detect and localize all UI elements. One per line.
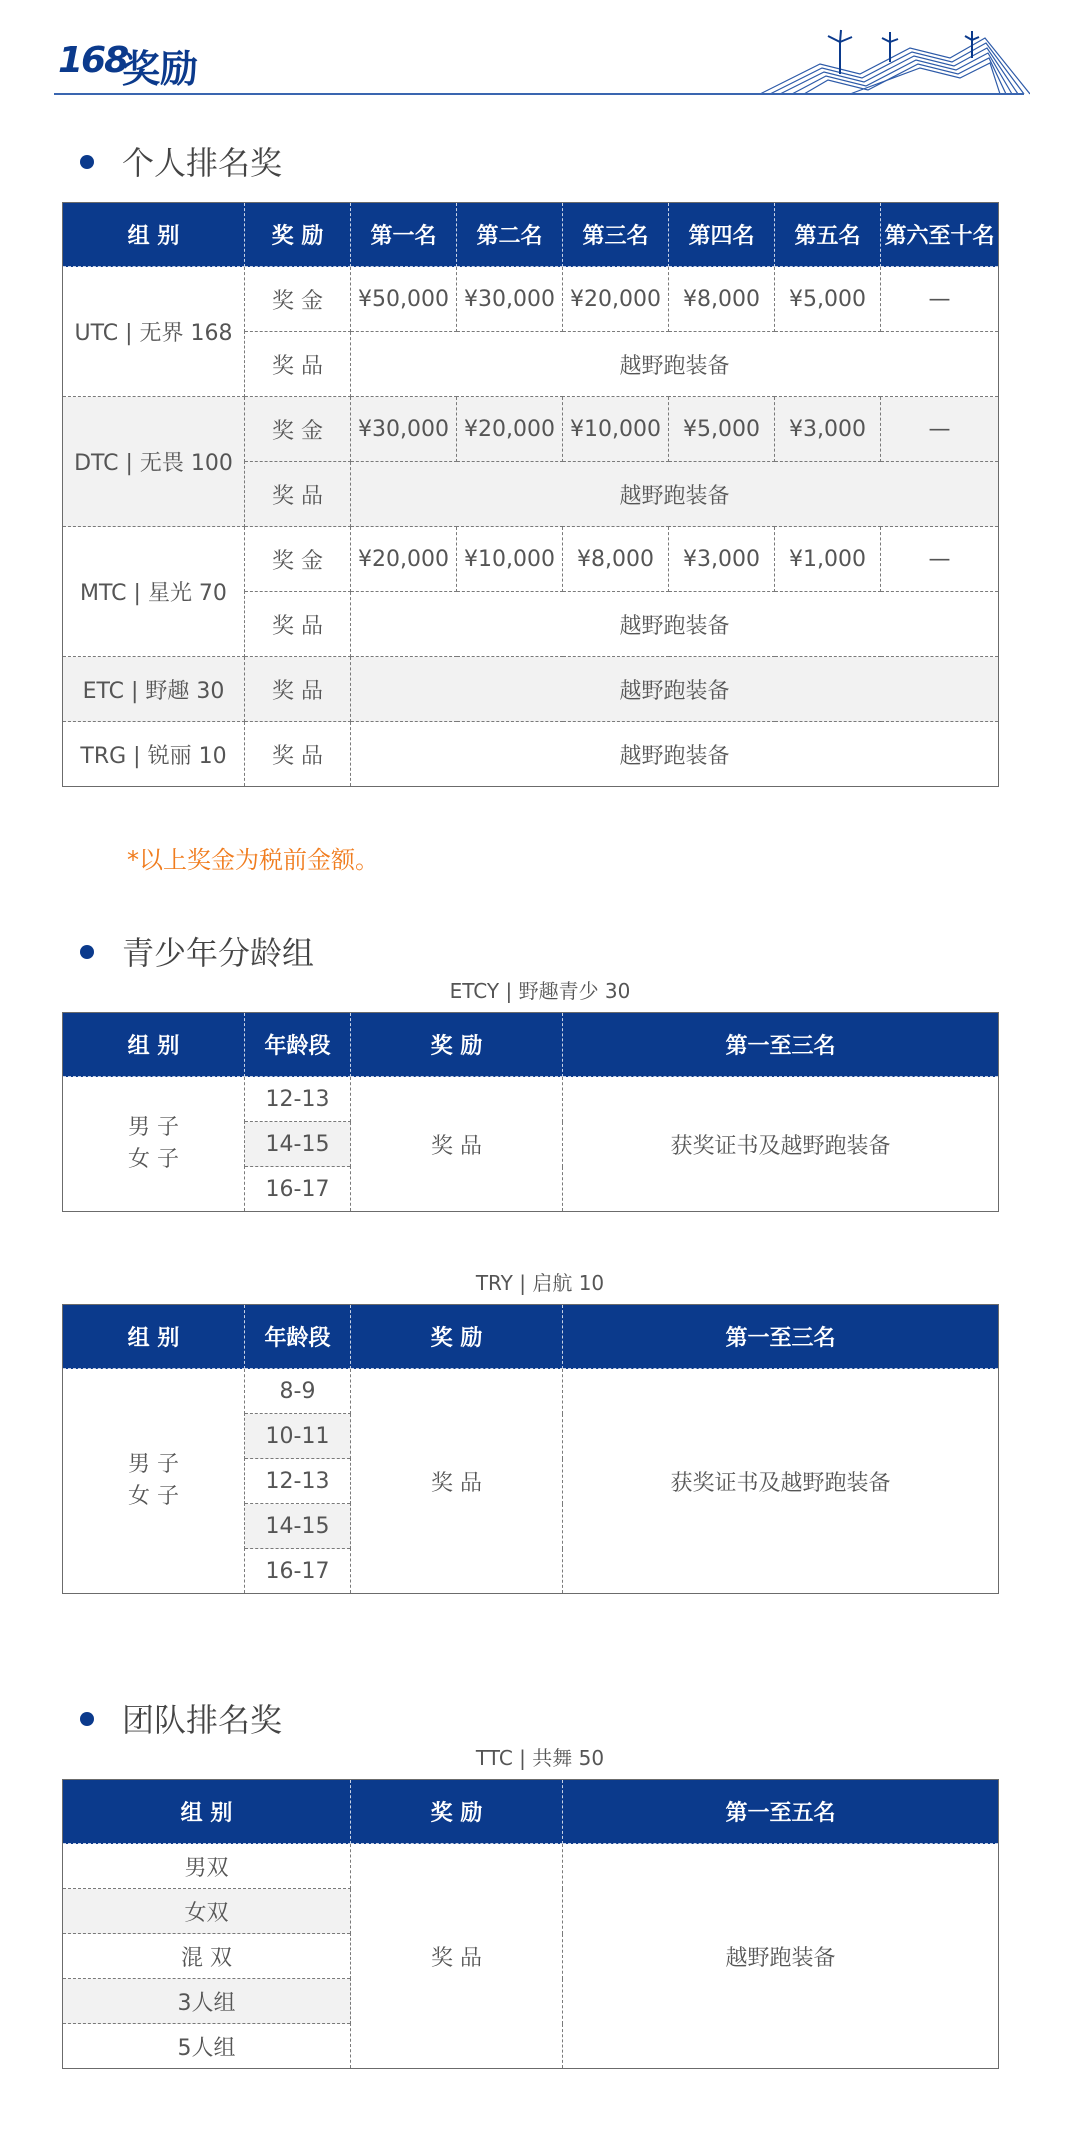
group-name: TRG | 锐丽 10 — [63, 722, 245, 787]
goods-cell: 越野跑装备 — [351, 657, 999, 722]
reward-type: 奖 品 — [351, 1844, 563, 2069]
bonus-cell: ¥10,000 — [563, 397, 669, 462]
team-group-cell: 女双 — [63, 1889, 351, 1934]
table-header-row — [63, 1780, 999, 1844]
age-cell: 12-13 — [245, 1077, 351, 1122]
prize-cell: 越野跑装备 — [563, 1844, 999, 2069]
header-cell: 第一至五名 — [563, 1780, 999, 1844]
section-youth: 青少年分龄组 — [80, 928, 314, 974]
bonus-cell: — — [881, 397, 999, 462]
header-cell: 奖 励 — [351, 1305, 563, 1369]
header-cell: 第五名 — [775, 203, 881, 267]
header-cell: 奖 励 — [351, 1013, 563, 1077]
tax-note: *以上奖金为税前金额。 — [127, 846, 379, 874]
page-header — [0, 0, 1080, 100]
group-cell: 男 子 女 子 — [63, 1077, 245, 1212]
etcy-prize-table — [62, 1012, 999, 1212]
age-cell: 8-9 — [245, 1369, 351, 1414]
team-group-cell: 男双 — [63, 1844, 351, 1889]
prize-cell: 获奖证书及越野跑装备 — [563, 1369, 999, 1594]
header-cell: 第三名 — [563, 203, 669, 267]
bonus-cell: ¥50,000 — [351, 267, 457, 332]
bonus-cell: ¥3,000 — [775, 397, 881, 462]
section-individual: 个人排名奖 — [80, 138, 282, 184]
table-row — [63, 657, 999, 722]
age-cell: 16-17 — [245, 1167, 351, 1212]
group-name: ETC | 野趣 30 — [63, 657, 245, 722]
table-row — [63, 527, 999, 592]
try-prize-table — [62, 1304, 999, 1594]
group-cell: 男 子 女 子 — [63, 1369, 245, 1594]
header-cell: 第一名 — [351, 203, 457, 267]
mountain-windmill-illustration — [740, 28, 1030, 96]
reward-type: 奖 品 — [245, 592, 351, 657]
table-caption: TTC | 共舞 50 — [475, 1746, 605, 1770]
header-divider — [54, 93, 1024, 95]
header-cell: 组 别 — [63, 1013, 245, 1077]
header-cell: 第四名 — [669, 203, 775, 267]
team-group-cell: 5人组 — [63, 2024, 351, 2069]
ttc-prize-table — [62, 1779, 999, 2069]
bullet-icon — [80, 155, 94, 169]
table-row — [63, 722, 999, 787]
header-cell: 第六至十名 — [881, 203, 999, 267]
section-team: 团队排名奖 — [80, 1695, 282, 1741]
bonus-cell: ¥8,000 — [563, 527, 669, 592]
header-cell: 组 别 — [63, 1780, 351, 1844]
reward-type: 奖 金 — [245, 397, 351, 462]
bonus-cell: ¥30,000 — [457, 267, 563, 332]
table-row — [63, 1844, 999, 1889]
bonus-cell: ¥5,000 — [669, 397, 775, 462]
reward-type: 奖 品 — [245, 332, 351, 397]
bonus-cell: — — [881, 267, 999, 332]
bonus-cell: ¥8,000 — [669, 267, 775, 332]
bonus-cell: ¥20,000 — [457, 397, 563, 462]
table-header-row — [63, 203, 999, 267]
header-cell: 第一至三名 — [563, 1305, 999, 1369]
table-header-row — [63, 1013, 999, 1077]
bonus-cell: ¥20,000 — [351, 527, 457, 592]
goods-cell: 越野跑装备 — [351, 592, 999, 657]
goods-cell: 越野跑装备 — [351, 462, 999, 527]
team-group-cell: 3人组 — [63, 1979, 351, 2024]
header-cell: 组 别 — [63, 203, 245, 267]
table-row — [63, 267, 999, 332]
reward-type: 奖 品 — [245, 722, 351, 787]
age-cell: 12-13 — [245, 1459, 351, 1504]
reward-type: 奖 品 — [351, 1077, 563, 1212]
header-cell: 年龄段 — [245, 1013, 351, 1077]
group-name: DTC | 无畏 100 — [63, 397, 245, 527]
bullet-icon — [80, 945, 94, 959]
bonus-cell: ¥1,000 — [775, 527, 881, 592]
age-cell: 16-17 — [245, 1549, 351, 1594]
bonus-cell: ¥30,000 — [351, 397, 457, 462]
header-cell: 奖 励 — [351, 1780, 563, 1844]
header-cell: 组 别 — [63, 1305, 245, 1369]
reward-type: 奖 品 — [351, 1369, 563, 1594]
logo: 168 — [58, 40, 128, 81]
header-cell: 年龄段 — [245, 1305, 351, 1369]
table-row — [63, 1077, 999, 1122]
group-name: UTC | 无界 168 — [63, 267, 245, 397]
page-title: 奖励 — [122, 47, 199, 91]
bonus-cell: ¥20,000 — [563, 267, 669, 332]
individual-prize-table — [62, 202, 999, 787]
table-row — [63, 1369, 999, 1414]
table-caption: ETCY | 野趣青少 30 — [449, 979, 631, 1003]
header-cell: 第二名 — [457, 203, 563, 267]
goods-cell: 越野跑装备 — [351, 722, 999, 787]
header-cell: 第一至三名 — [563, 1013, 999, 1077]
age-cell: 14-15 — [245, 1122, 351, 1167]
group-name: MTC | 星光 70 — [63, 527, 245, 657]
prize-cell: 获奖证书及越野跑装备 — [563, 1077, 999, 1212]
team-group-cell: 混 双 — [63, 1934, 351, 1979]
reward-type: 奖 品 — [245, 657, 351, 722]
goods-cell: 越野跑装备 — [351, 332, 999, 397]
bonus-cell: ¥3,000 — [669, 527, 775, 592]
reward-type: 奖 品 — [245, 462, 351, 527]
bonus-cell: ¥5,000 — [775, 267, 881, 332]
table-caption: TRY | 启航 10 — [475, 1271, 605, 1295]
bullet-icon — [80, 1712, 94, 1726]
table-header-row — [63, 1305, 999, 1369]
age-cell: 10-11 — [245, 1414, 351, 1459]
age-cell: 14-15 — [245, 1504, 351, 1549]
table-row — [63, 397, 999, 462]
reward-type: 奖 金 — [245, 267, 351, 332]
bonus-cell: ¥10,000 — [457, 527, 563, 592]
header-cell: 奖 励 — [245, 203, 351, 267]
reward-type: 奖 金 — [245, 527, 351, 592]
bonus-cell: — — [881, 527, 999, 592]
